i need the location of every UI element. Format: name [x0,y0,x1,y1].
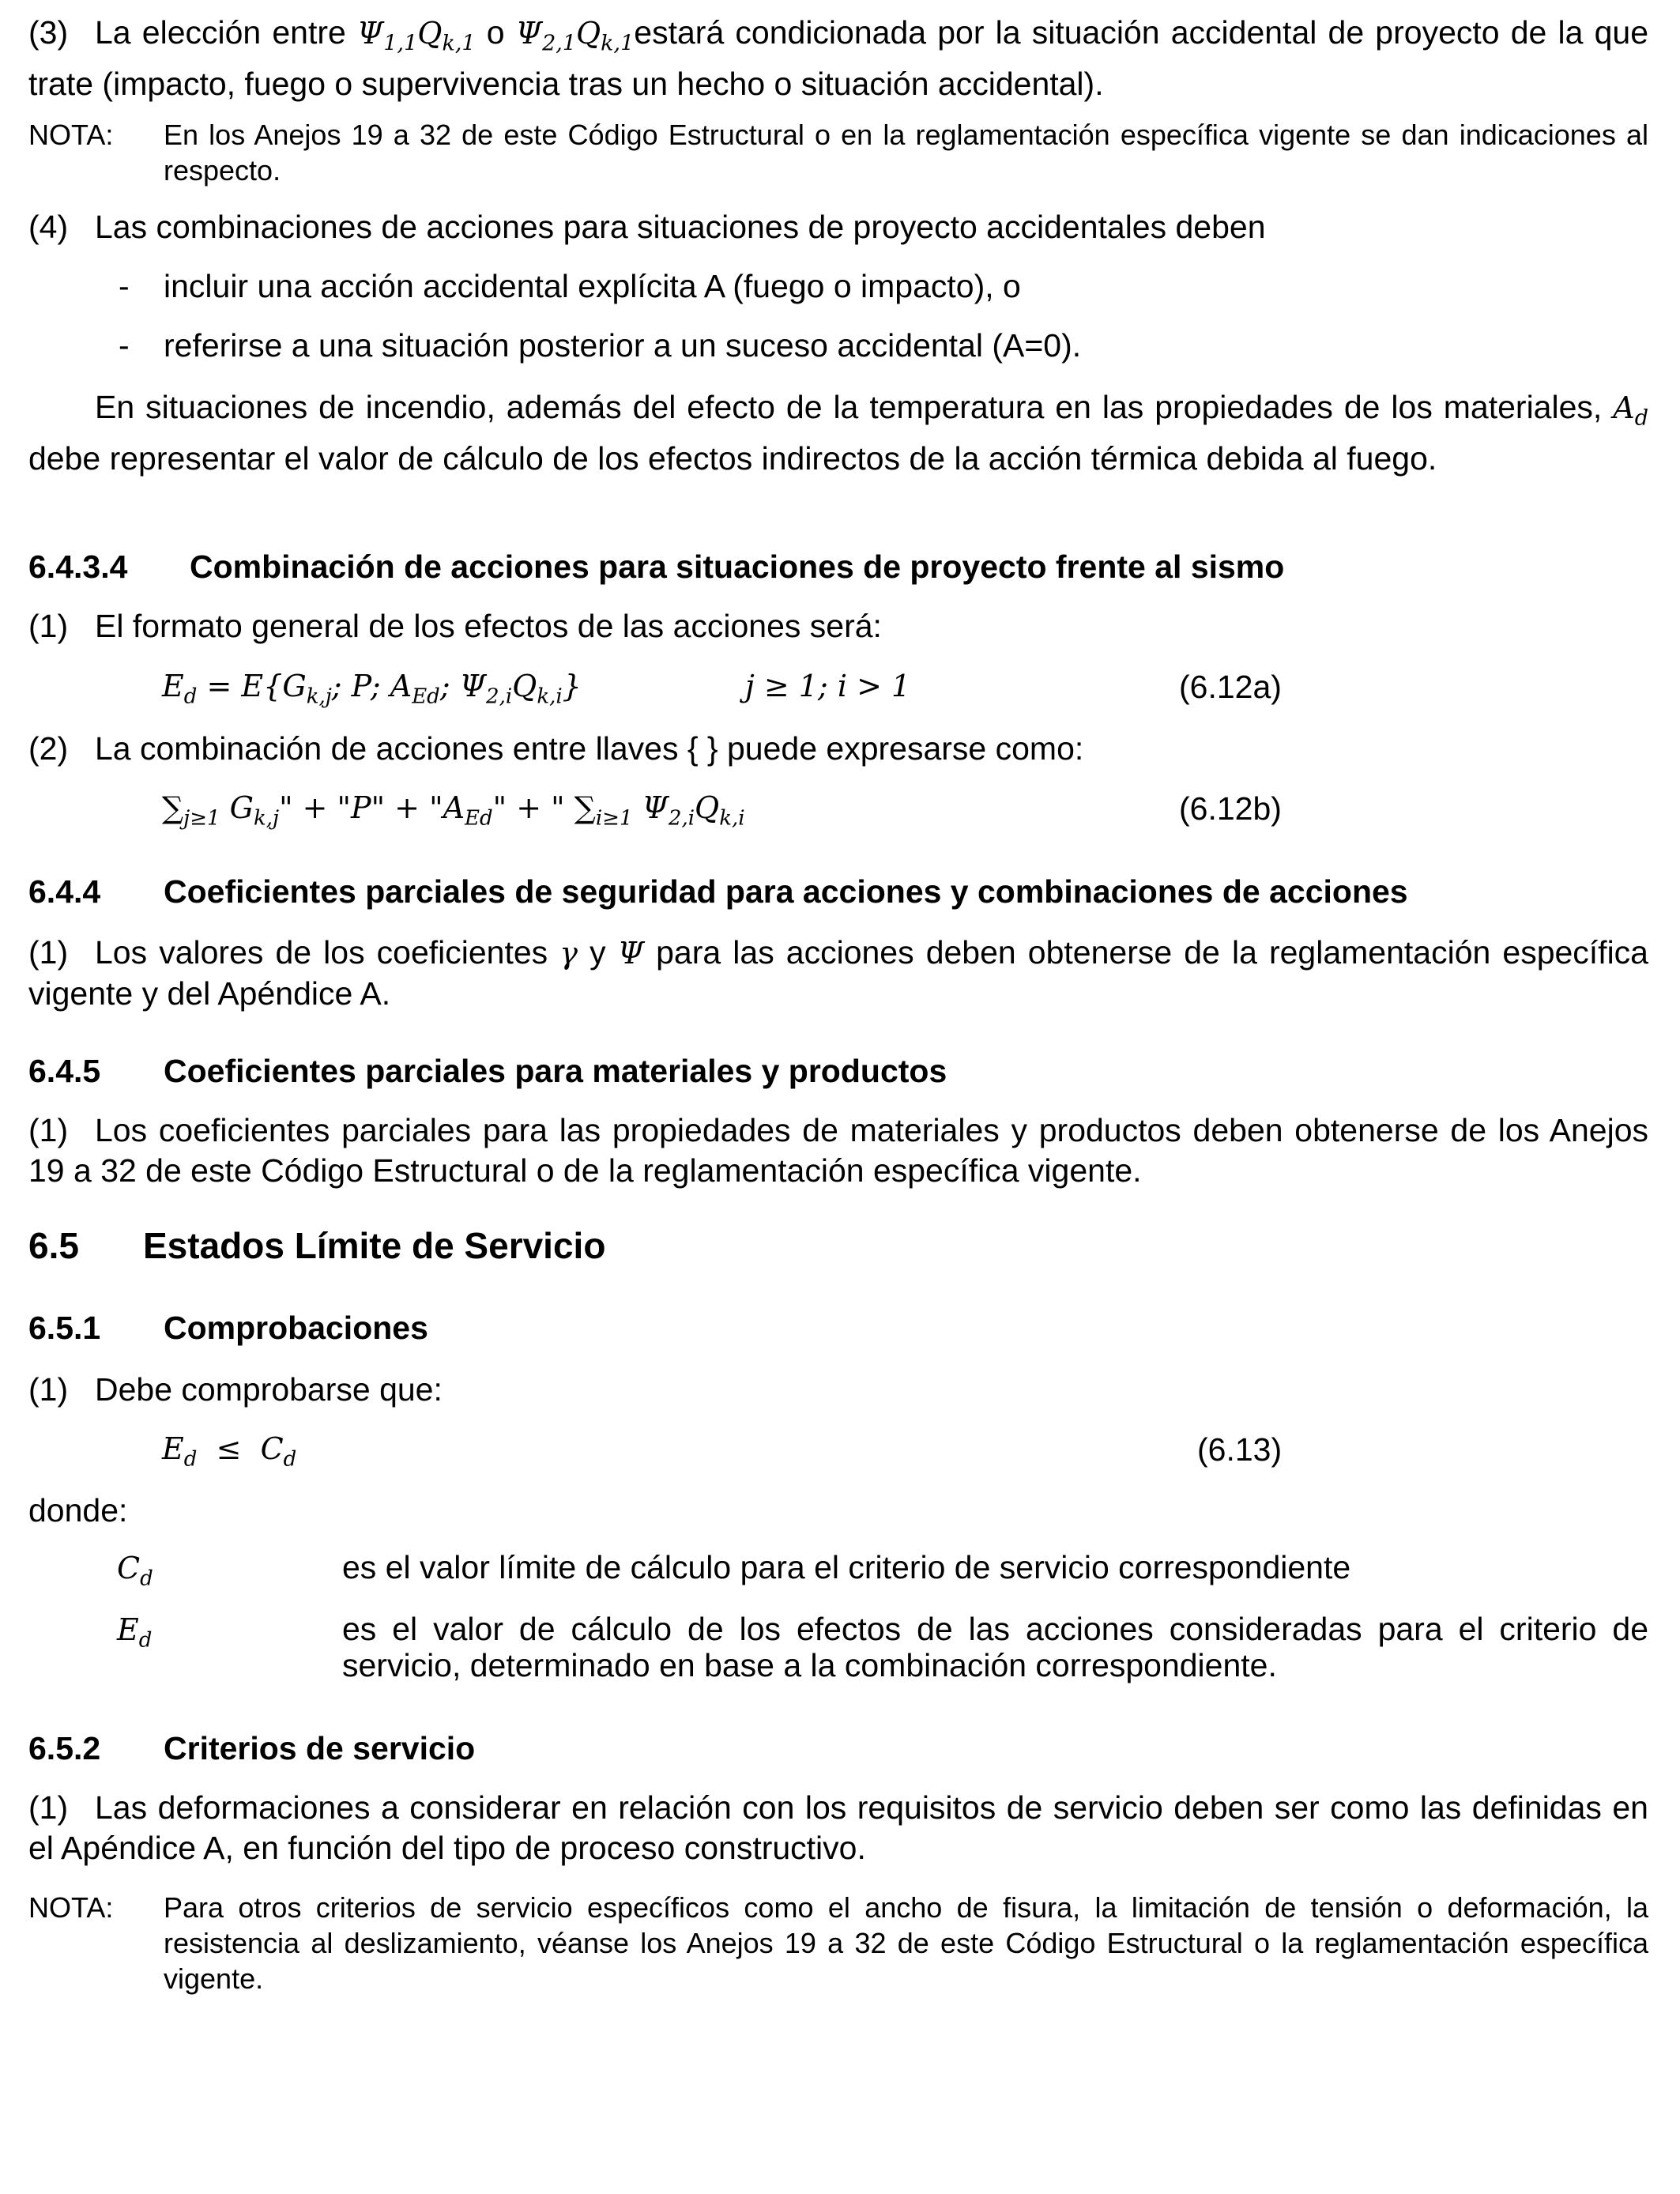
psi-21-qk1: $\Psi_{2,1}Q_{k,1}$ [515,16,635,56]
paragraph-fire: En situaciones de incendio, además del efecto de la temperatura en las propiedades de los materiales, $A_d$ debe representar el valor de cálculo de los efectos indirectos de la acción térmica debida al fuego. [28,389,1648,477]
section-number: 6.4.4 [28,873,101,910]
gamma-symbol: γ [559,936,578,971]
paragraph-6434-1: (1) El formato general de los efectos de las acciones será: [28,608,882,644]
bullet-item-1: - incluir una acción accidental explícita A (fuego o impacto), o [119,268,1021,304]
paragraph-4: (4) Las combinaciones de acciones para situaciones de proyecto accidentales deben [28,207,1648,247]
section-number: 6.5 [28,1225,79,1266]
section-title: Coeficientes parciales para materiales y productos [164,1053,947,1089]
section-title: Comprobaciones [164,1310,428,1346]
psi-symbol: Ψ [617,936,645,971]
note-text: En los Anejos 19 a 32 de este Código Estructural o en la reglamentación específica vigente se dan indicaciones al respecto. [164,119,1648,187]
paragraph-652-1: (1) Las deformaciones a considerar en relación con los requisitos de servicio deben ser como las definidas en el Apéndice A, en función del tipo de proceso constructivo. [28,1789,1648,1866]
section-number: 6.5.2 [28,1730,101,1766]
section-heading-6434 [28,547,1284,587]
section-number: 6.4.5 [28,1053,101,1089]
section-title: Criterios de servicio [164,1730,476,1766]
paragraph-651-1: (1) Debe comprobarse que: [28,1371,443,1408]
section-number: 6.5.1 [28,1310,101,1346]
definition-cd: es el valor límite de cálculo para el criterio de servicio correspondiente [342,1549,1351,1585]
paragraph-number: (4) [28,209,69,245]
section-title: Coeficientes parciales de seguridad para acciones y combinaciones de acciones [164,873,1408,910]
equation-6-13: $E_d \le C_d$ [162,1431,297,1472]
section-heading-65 [28,1226,605,1266]
section-number: 6.4.3.4 [28,548,128,585]
section-heading-645 [28,1051,947,1091]
cd-symbol: $C_d$ [117,1551,153,1591]
ed-symbol: $E_d$ [117,1612,153,1653]
note-label: NOTA: [28,119,114,151]
section-heading-644 [28,872,1408,912]
equation-number: (6.12a) [1179,669,1282,705]
equation-number: (6.12b) [1179,790,1282,827]
ad-symbol: $A_d$ [1613,390,1648,431]
equation-number: (6.13) [1197,1431,1283,1468]
note-text: Para otros criterios de servicio específicos como el ancho de fisura, la limitación de tensión o deformación, la resistencia al deslizamiento, véanse los Anejos 19 a 32 de este Código Estructural o la reglamentación específica vigente. [164,1891,1648,1995]
section-heading-652 [28,1728,475,1769]
definition-ed: es el valor de cálculo de los efectos de las acciones consideradas para el criterio de servicio, determinado en base a la combinación correspondiente. [342,1611,1648,1683]
section-title: Estados Límite de Servicio [143,1225,606,1266]
paragraph-6434-2: (2) La combinación de acciones entre llaves { } puede expresarse como: [28,730,1084,767]
note-2 [28,1890,1648,1996]
equation-condition: j ≥ 1; i > 1 [745,669,911,703]
paragraph-645-1: (1) Los coeficientes parciales para las propiedades de materiales y productos deben obtenerse de los Anejos 19 a 32 de este Código Estructural o de la reglamentación específica vigente. [28,1112,1648,1189]
equation-6-12a: $E_d = E\{G_{k,j}$; P; $A_{Ed}$; $\Psi_{2,i}Q_{k,i}$} [162,669,582,709]
paragraph-number: (3) [28,14,69,51]
note-label: NOTA: [28,1891,114,1924]
paragraph-644-1: (1) Los valores de los coeficientes γ y Ψ para las acciones deben obtenerse de la reglamentación específica vigente y del Apéndice A. [28,934,1648,1012]
donde-label: donde: [28,1492,128,1529]
equation-6-12b: $\sum_{j\ge 1}$ $G_{k,j}$" + "P" + "$A_{Ed}$" + " $\sum_{i\ge 1}$ $\Psi_{2,i}Q_{k,i}$ [162,790,745,831]
note-1 [28,117,1648,188]
section-heading-651 [28,1308,428,1348]
bullet-item-2: - referirse a una situación posterior a un suceso accidental (A=0). [119,327,1082,364]
paragraph-3: (3) La elección entre $\Psi_{1,1}Q_{k,1}$ o $\Psi_{2,1}Q_{k,1}estará$ condicionada por la situación accidental de proyecto de la que trate (impacto, fuego o supervivencia tras un hecho o situación accidental). [28,14,1649,102]
psi-11-qk1: $\Psi_{1,1}Q_{k,1}$ [357,16,476,56]
section-title: Combinación de acciones para situaciones de proyecto frente al sismo [190,548,1285,585]
